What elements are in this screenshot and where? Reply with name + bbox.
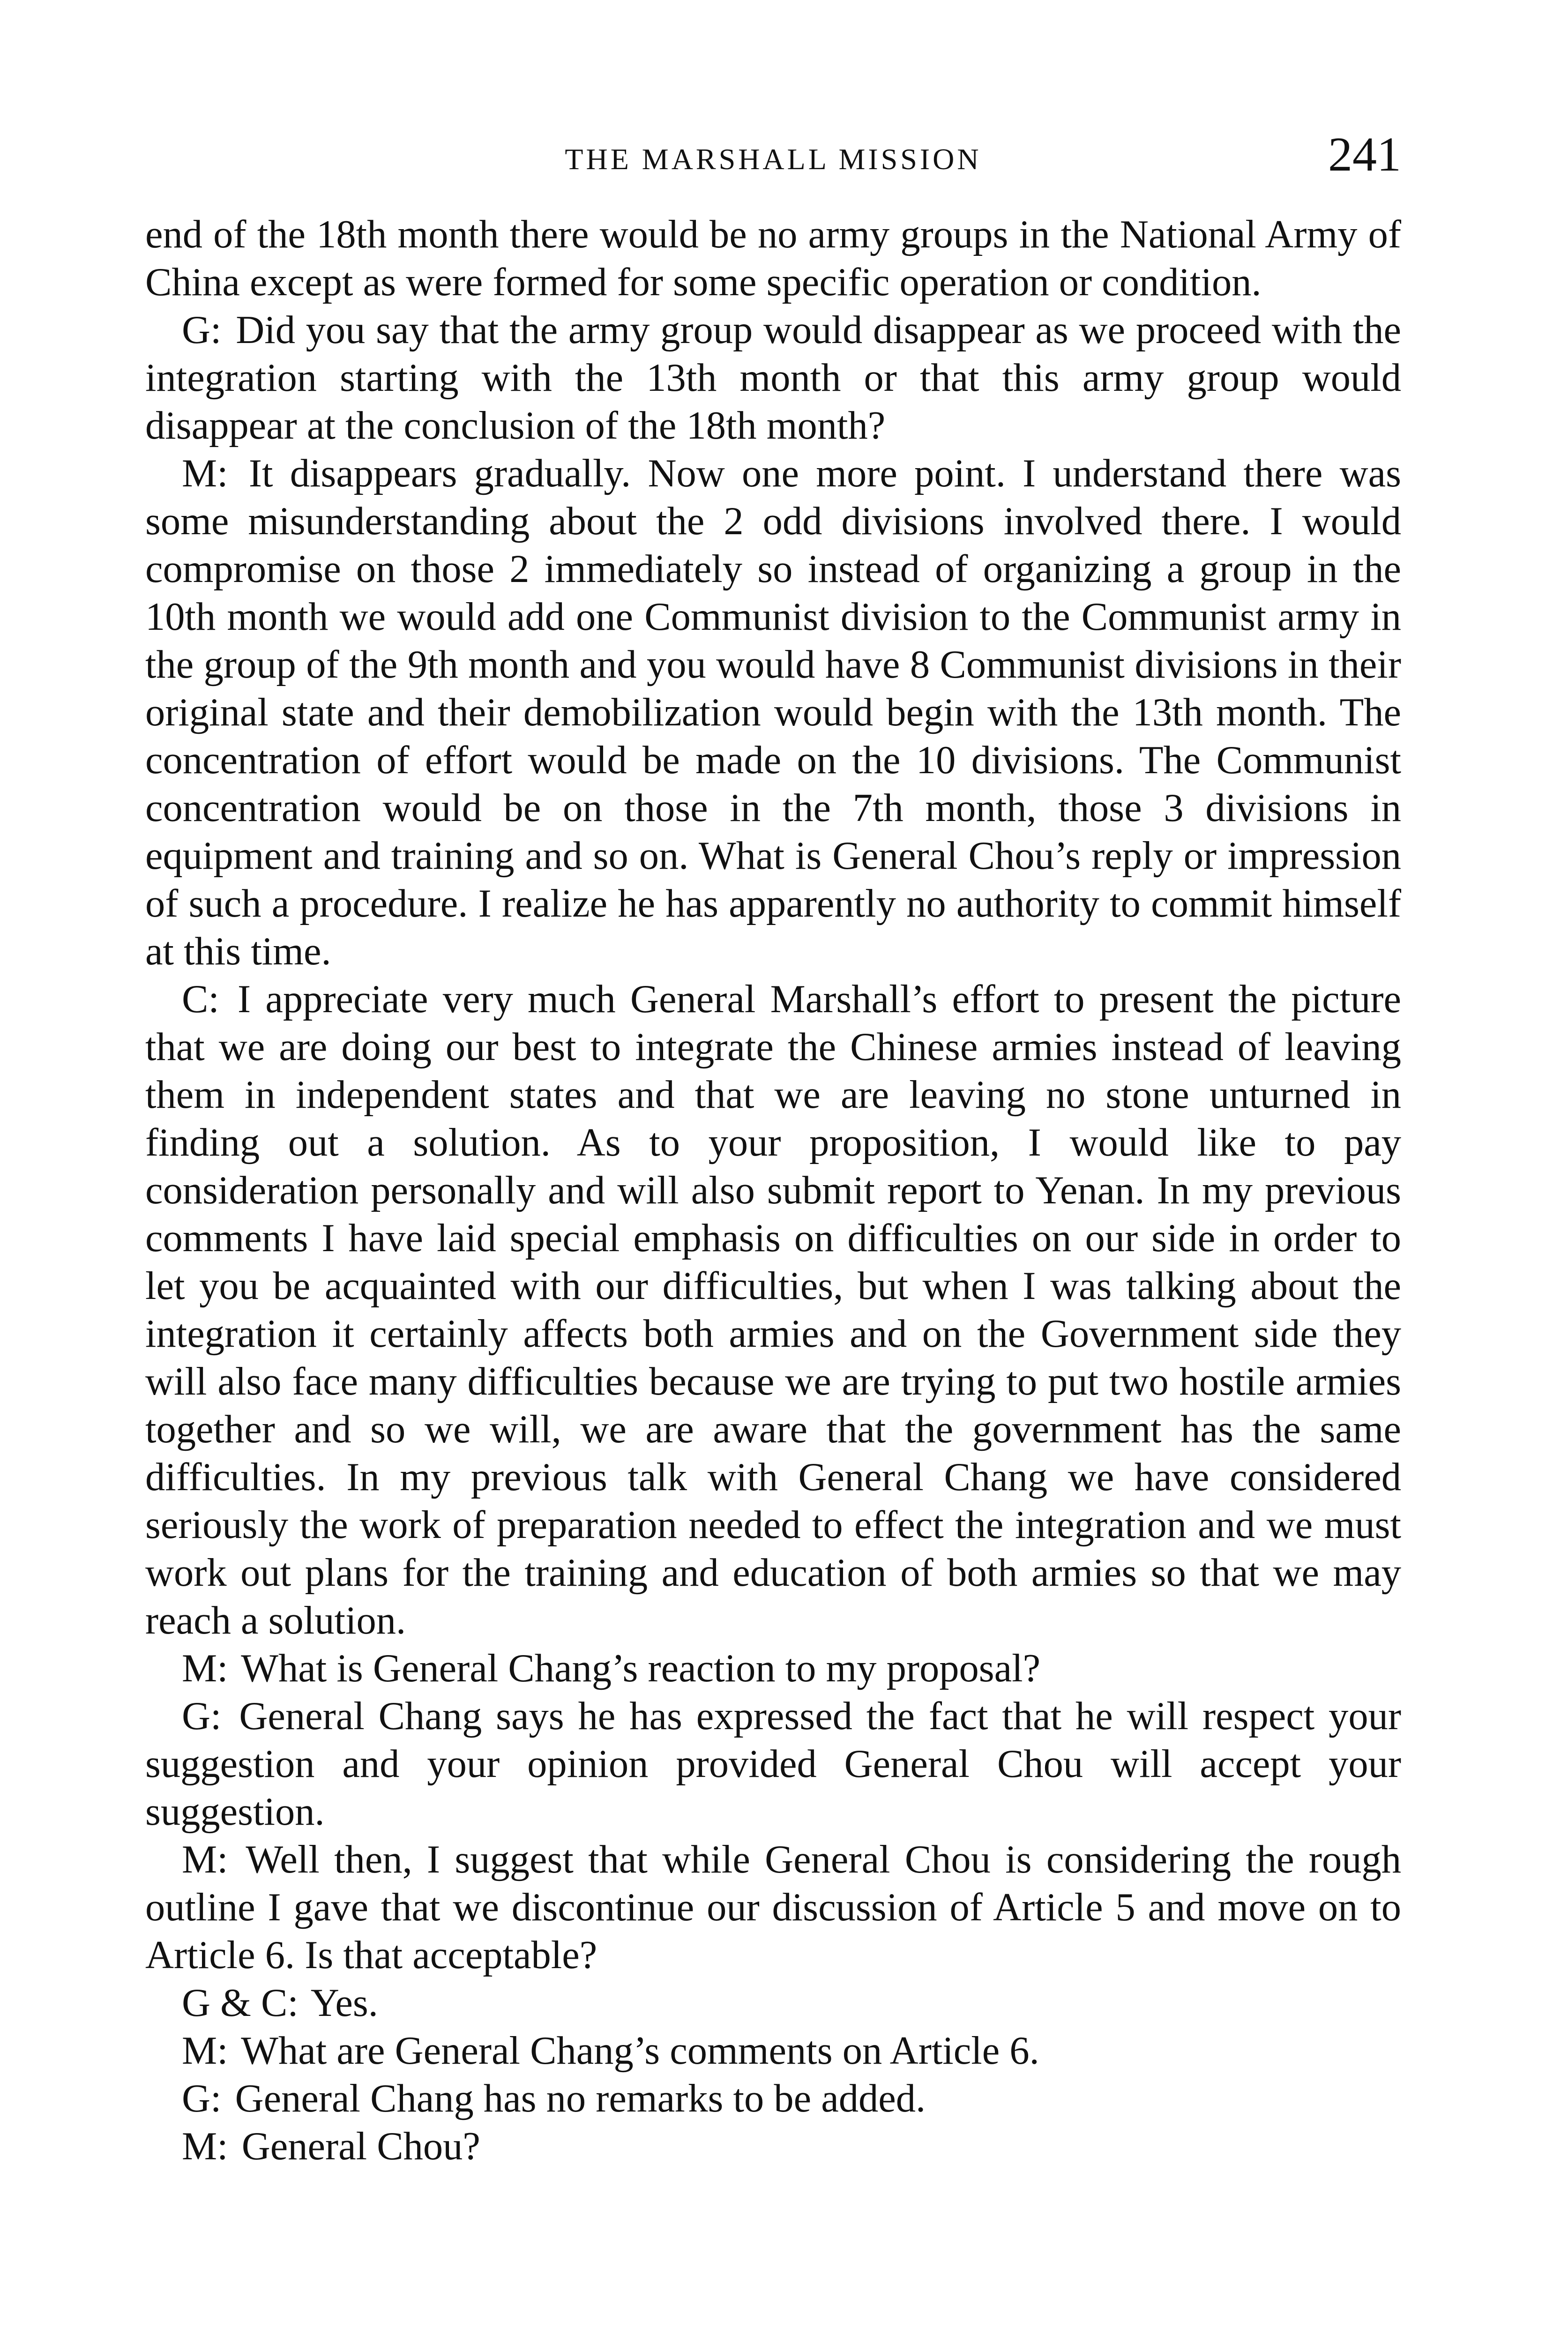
dialogue-paragraph: [145, 1645, 1401, 1693]
speaker-label: M:: [182, 2029, 228, 2073]
dialogue-paragraph: [145, 1979, 1401, 2027]
speaker-label: M:: [182, 1647, 228, 1690]
dialogue-paragraph: [145, 2123, 1401, 2171]
paragraph-text: What are General Chang’s comments on Article 6.: [241, 2029, 1039, 2073]
paragraph-text: It disappears gradually. Now one more point. I understand there was some misunderstanding about the 2 odd divisions involved there. I would compromise on those 2 immediately so instead of organizing a group in the 10th month we would add one Communist division to the Communist army in the group of the 9th month and you would have 8 Communist divisions in their original state and their demobilization would begin with the 13th month. The concentration of effort would be made on the 10 divisions. The Communist concentration would be on those in the 7th month, those 3 divisions in equipment and training and so on. What is General Chou’s reply or impression of such a procedure. I realize he has apparently no authority to commit himself at this time.: [145, 452, 1402, 973]
paragraph-text: What is General Chang’s reaction to my proposal?: [241, 1647, 1041, 1690]
dialogue-paragraph: [145, 1693, 1401, 1836]
speaker-label: G & C:: [182, 1981, 299, 2025]
body-text: [145, 211, 1401, 2171]
speaker-label: M:: [182, 1838, 228, 1881]
page-number: 241: [1328, 127, 1401, 181]
speaker-label: G:: [182, 308, 222, 352]
paragraph-text: end of the 18th month there would be no army groups in the National Army of China except as were formed for some specific operation or condition.: [145, 213, 1401, 304]
speaker-label: M:: [182, 2125, 228, 2168]
dialogue-paragraph: [145, 306, 1401, 450]
dialogue-paragraph: [145, 450, 1401, 976]
speaker-label: G:: [182, 1694, 222, 1738]
paragraph-text: I appreciate very much General Marshall’s effort to present the picture that we are doing our best to integrate the Chinese armies instead of leaving them in independent states and that we are leaving no stone unturned in finding out a solution. As to your proposition, I would like to pay consideration personally and will also submit report to Yenan. In my previous comments I have laid special emphasis on difficulties on our side in order to let you be acquainted with our difficulties, but when I was talking about the integration it certainly affects both armies and on the Government side they will also face many difficulties because we are trying to put two hostile armies together and so we will, we are aware that the government has the same difficulties. In my previous talk with General Chang we have considered seriously the work of preparation needed to effect the integration and we must work out plans for the training and education of both armies so that we may reach a solution.: [145, 977, 1402, 1642]
dialogue-paragraph: [145, 2027, 1401, 2075]
paragraph-text: General Chou?: [241, 2125, 480, 2168]
speaker-label: C:: [182, 977, 219, 1021]
dialogue-paragraph: [145, 1836, 1401, 1979]
paragraph-text: General Chang says he has expressed the fact that he will respect your suggestion and your opinion provided General Chou will accept your suggestion.: [145, 1694, 1402, 1834]
paragraph-text: Did you say that the army group would disappear as we proceed with the integration starting with the 13th month or that this army group would disappear at the conclusion of the 18th month?: [145, 308, 1402, 448]
paragraph-text: Yes.: [310, 1981, 378, 2025]
speaker-label: G:: [182, 2077, 222, 2120]
speaker-label: M:: [182, 452, 228, 495]
paragraph-text: General Chang has no remarks to be added.: [235, 2077, 926, 2120]
running-head: [145, 127, 1401, 187]
paragraph-text: Well then, I suggest that while General Chou is considering the rough outline I gave that we discontinue our discussion of Article 5 and move on to Article 6. Is that acceptable?: [145, 1838, 1401, 1977]
dialogue-paragraph: [145, 2075, 1401, 2123]
dialogue-paragraph: [145, 976, 1401, 1645]
running-title: THE MARSHALL MISSION: [565, 142, 982, 176]
paragraph-continued: [145, 211, 1401, 306]
